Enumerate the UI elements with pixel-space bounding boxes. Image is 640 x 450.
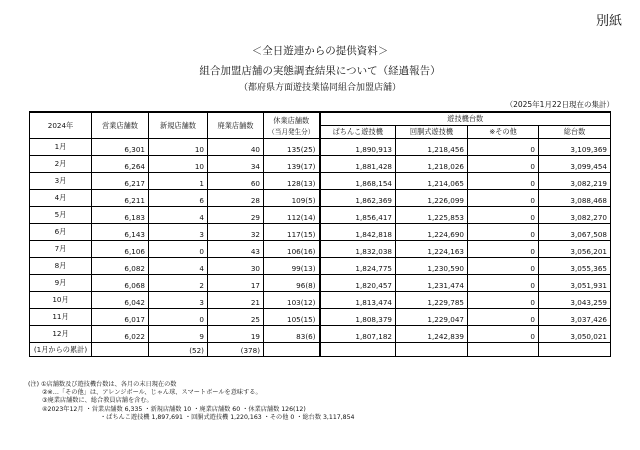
cell-month: 2月 — [30, 156, 92, 173]
cell-closed: 30 — [208, 258, 264, 275]
cell-closed: 17 — [208, 275, 264, 292]
table-header-row — [30, 112, 611, 126]
cell-temp: 128(13) — [264, 173, 320, 190]
cell-temp: 103(12) — [264, 292, 320, 309]
cell-closed: 43 — [208, 241, 264, 258]
cell-stores: 6,264 — [92, 156, 149, 173]
cell-slot: 1,225,853 — [396, 207, 468, 224]
table-row — [30, 190, 611, 207]
table-row — [30, 292, 611, 309]
cell-month: 11月 — [30, 309, 92, 326]
table-row — [30, 326, 611, 343]
footnote-line: (注) ①店舗数及び遊技機台数は、各月の末日現在の数 — [28, 381, 177, 388]
cell-total: 3,109,369 — [539, 139, 611, 156]
cell-total: 3,056,201 — [539, 241, 611, 258]
cell-new: 9 — [149, 326, 208, 343]
cumulative-label: (1月からの累計) — [30, 343, 92, 357]
cell-pachinko: 1,820,457 — [320, 275, 396, 292]
cell-slot: 1,242,839 — [396, 326, 468, 343]
cell-stores: 6,068 — [92, 275, 149, 292]
cell-month: 3月 — [30, 173, 92, 190]
cell-pachinko: 1,808,379 — [320, 309, 396, 326]
cell-stores: 6,082 — [92, 258, 149, 275]
cell-temp: 99(13) — [264, 258, 320, 275]
cell-slot: 1,226,099 — [396, 190, 468, 207]
cell-total: 3,043,259 — [539, 292, 611, 309]
cell-slot: 1,214,065 — [396, 173, 468, 190]
cell-closed: 40 — [208, 139, 264, 156]
cell-slot: 1,224,690 — [396, 224, 468, 241]
footnote-line: ③廃業店舗数に、総合教員店舗を含む。 — [42, 397, 153, 405]
cell-slot: 1,231,474 — [396, 275, 468, 292]
cell-other: 0 — [468, 207, 539, 224]
cell-temp: 96(8) — [264, 275, 320, 292]
cell-other: 0 — [468, 173, 539, 190]
document-subtitle: 組合加盟店舗の実態調査結果について（経過報告） — [199, 65, 441, 77]
cell-stores: 6,301 — [92, 139, 149, 156]
table-row — [30, 275, 611, 292]
cell-pachinko: 1,813,474 — [320, 292, 396, 309]
attachment-label: 別紙 — [595, 14, 622, 29]
header-temp-closed-sub: （当月発生分） — [268, 127, 315, 136]
header-total: 総台数 — [539, 126, 611, 139]
cell-stores: 6,211 — [92, 190, 149, 207]
cell-month: 10月 — [30, 292, 92, 309]
cell-other: 0 — [468, 190, 539, 207]
header-slot: 回胴式遊技機 — [396, 126, 468, 139]
cell-other: 0 — [468, 275, 539, 292]
cell-total: 3,099,454 — [539, 156, 611, 173]
cell-other: 0 — [468, 326, 539, 343]
cell-new: 0 — [149, 241, 208, 258]
cell-pachinko: 1,868,154 — [320, 173, 396, 190]
document-title: ＜全日遊連からの提供資料＞ — [251, 45, 389, 57]
table-row — [30, 241, 611, 258]
cell-temp: 135(25) — [264, 139, 320, 156]
cell-closed: 29 — [208, 207, 264, 224]
cumulative-row — [30, 343, 611, 357]
cell-pachinko: 1,824,775 — [320, 258, 396, 275]
cell-pachinko: 1,890,913 — [320, 139, 396, 156]
cell-closed: 21 — [208, 292, 264, 309]
cell-pachinko: 1,856,417 — [320, 207, 396, 224]
cell-new: 10 — [149, 156, 208, 173]
cell-new: 6 — [149, 190, 208, 207]
cell-stores: 6,022 — [92, 326, 149, 343]
header-pachinko: ぱちんこ遊技機 — [320, 126, 396, 139]
table-row — [30, 139, 611, 156]
cell-stores: 6,217 — [92, 173, 149, 190]
cell-slot: 1,218,456 — [396, 139, 468, 156]
footnote-line: ・ぱちんこ遊技機 1,897,691 ・回胴式遊技機 1,220,163 ・その他 0 ・総台数 3,117,854 — [100, 413, 355, 421]
cell-closed: 60 — [208, 173, 264, 190]
table-row — [30, 309, 611, 326]
cell-pachinko: 1,881,428 — [320, 156, 396, 173]
survey-table — [29, 111, 611, 357]
header-other: ※その他 — [468, 126, 539, 139]
header-machines-group: 遊技機台数 — [320, 112, 611, 126]
cell-new: 10 — [149, 139, 208, 156]
cell-month: 5月 — [30, 207, 92, 224]
header-new-stores: 新規店舗数 — [149, 112, 208, 139]
table-row — [30, 156, 611, 173]
cell-slot: 1,229,047 — [396, 309, 468, 326]
cell-stores: 6,042 — [92, 292, 149, 309]
cell-new: 1 — [149, 173, 208, 190]
cell-pachinko: 1,862,369 — [320, 190, 396, 207]
cell-closed: 28 — [208, 190, 264, 207]
cumulative-cell: (378) — [208, 343, 264, 357]
cell-total: 3,037,426 — [539, 309, 611, 326]
cell-new: 4 — [149, 207, 208, 224]
cell-closed: 25 — [208, 309, 264, 326]
footnotes — [28, 381, 355, 422]
cumulative-cell — [92, 343, 149, 357]
cell-pachinko: 1,832,038 — [320, 241, 396, 258]
cell-month: 9月 — [30, 275, 92, 292]
as-of-date: （2025年1月22日現在の集計） — [505, 100, 614, 109]
cell-closed: 19 — [208, 326, 264, 343]
cumulative-cell — [264, 343, 320, 357]
cumulative-cell: (52) — [149, 343, 208, 357]
footnote-line: ②※…「その他」は、アレンジボール、じゃん球、スマートボールを意味する。 — [42, 389, 262, 397]
cell-total: 3,088,468 — [539, 190, 611, 207]
cell-other: 0 — [468, 241, 539, 258]
cumulative-cell — [468, 343, 539, 357]
cell-temp: 105(15) — [264, 309, 320, 326]
cell-closed: 32 — [208, 224, 264, 241]
cell-slot: 1,230,590 — [396, 258, 468, 275]
cell-total: 3,082,270 — [539, 207, 611, 224]
cell-other: 0 — [468, 292, 539, 309]
cell-closed: 34 — [208, 156, 264, 173]
cell-other: 0 — [468, 156, 539, 173]
cell-new: 4 — [149, 258, 208, 275]
cell-month: 7月 — [30, 241, 92, 258]
table-row — [30, 258, 611, 275]
cell-stores: 6,183 — [92, 207, 149, 224]
table-row — [30, 207, 611, 224]
cell-pachinko: 1,807,182 — [320, 326, 396, 343]
header-year: 2024年 — [30, 112, 92, 139]
cumulative-cell — [320, 343, 396, 357]
footnote-line: ④2023年12月 ・営業店舗数 6,335 ・新規店舗数 10 ・廃業店舗数 60 ・休業店舗数 126(12) — [42, 405, 306, 413]
cell-temp: 83(6) — [264, 326, 320, 343]
table-row — [30, 224, 611, 241]
header-temp-closed-label: 休業店舗数 — [273, 115, 310, 125]
cell-temp: 139(17) — [264, 156, 320, 173]
cell-total: 3,051,931 — [539, 275, 611, 292]
cell-slot: 1,229,785 — [396, 292, 468, 309]
cell-new: 3 — [149, 224, 208, 241]
cell-slot: 1,218,026 — [396, 156, 468, 173]
cell-month: 4月 — [30, 190, 92, 207]
cell-total: 3,067,508 — [539, 224, 611, 241]
cell-month: 6月 — [30, 224, 92, 241]
header-temp-closed — [264, 112, 320, 139]
cell-total: 3,050,021 — [539, 326, 611, 343]
cell-other: 0 — [468, 309, 539, 326]
cell-temp: 117(15) — [264, 224, 320, 241]
header-closed-stores: 廃業店舗数 — [208, 112, 264, 139]
cumulative-cell — [539, 343, 611, 357]
cell-pachinko: 1,842,818 — [320, 224, 396, 241]
cell-temp: 106(16) — [264, 241, 320, 258]
organization-line: （都府県方面遊技業協同組合加盟店舗） — [238, 83, 401, 93]
cell-slot: 1,224,163 — [396, 241, 468, 258]
cell-month: 12月 — [30, 326, 92, 343]
cell-month: 1月 — [30, 139, 92, 156]
cell-total: 3,082,219 — [539, 173, 611, 190]
cell-other: 0 — [468, 258, 539, 275]
cell-new: 3 — [149, 292, 208, 309]
cell-temp: 112(14) — [264, 207, 320, 224]
cell-new: 2 — [149, 275, 208, 292]
cell-stores: 6,017 — [92, 309, 149, 326]
cell-total: 3,055,365 — [539, 258, 611, 275]
cell-new: 0 — [149, 309, 208, 326]
cell-month: 8月 — [30, 258, 92, 275]
cell-stores: 6,143 — [92, 224, 149, 241]
cumulative-cell — [396, 343, 468, 357]
cell-stores: 6,106 — [92, 241, 149, 258]
cell-other: 0 — [468, 224, 539, 241]
header-stores: 営業店舗数 — [92, 112, 149, 139]
table-row — [30, 173, 611, 190]
cell-temp: 109(5) — [264, 190, 320, 207]
cell-other: 0 — [468, 139, 539, 156]
